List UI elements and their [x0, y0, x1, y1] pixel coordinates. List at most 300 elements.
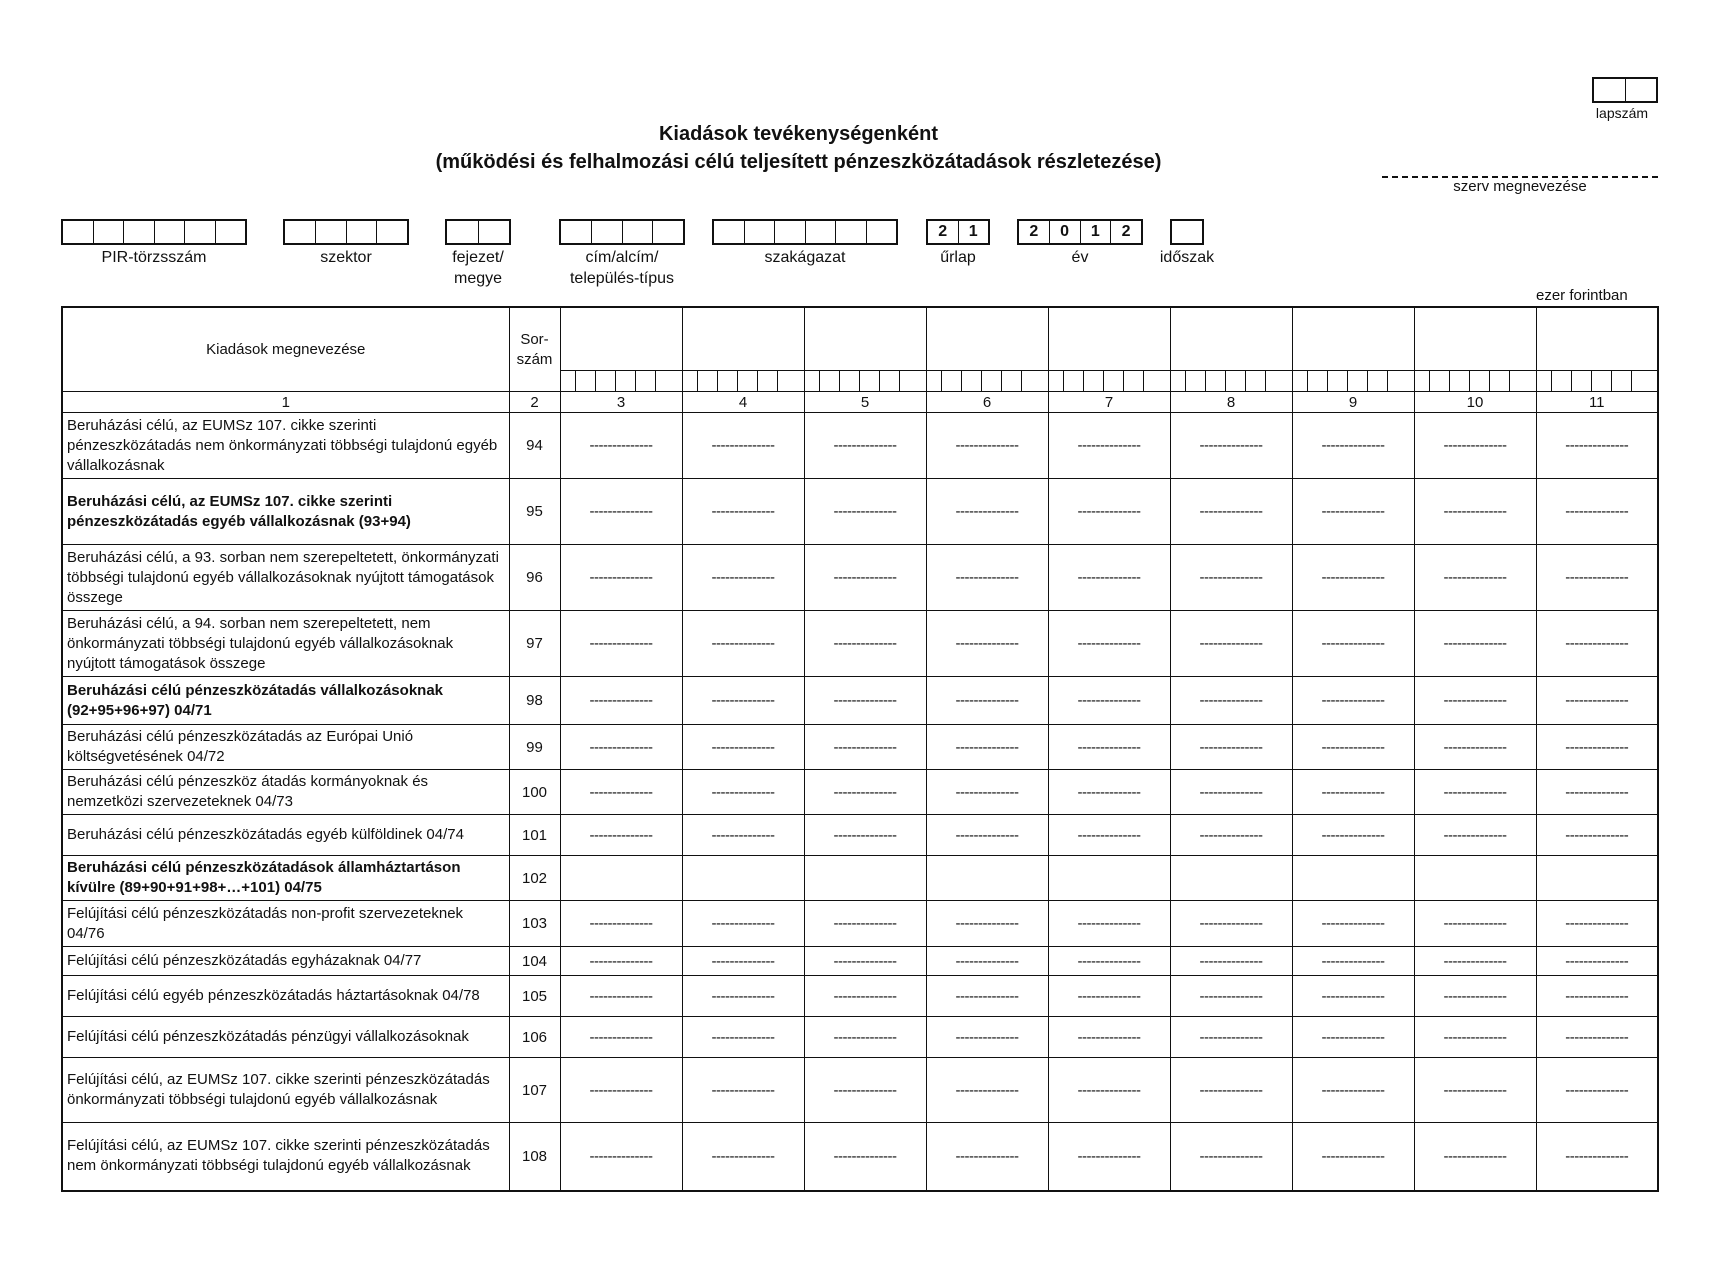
header-col-4[interactable]	[682, 307, 804, 371]
value-cell[interactable]: --------------	[1170, 1123, 1292, 1191]
value-cell[interactable]: --------------	[1292, 901, 1414, 947]
value-cell[interactable]: --------------	[926, 1058, 1048, 1123]
value-cell[interactable]: --------------	[682, 947, 804, 976]
value-cell[interactable]: --------------	[804, 976, 926, 1017]
value-cell[interactable]: --------------	[1048, 545, 1170, 611]
code-box-divider	[1103, 371, 1104, 391]
value-cell[interactable]: --------------	[1536, 1058, 1658, 1123]
value-cell[interactable]: --------------	[1170, 770, 1292, 815]
value-cell[interactable]: --------------	[1536, 725, 1658, 770]
value-cell[interactable]: --------------	[682, 1017, 804, 1058]
code-boxes[interactable]	[1536, 371, 1658, 392]
value-cell[interactable]: --------------	[1170, 976, 1292, 1017]
value-cell[interactable]	[804, 856, 926, 901]
value-cell[interactable]: --------------	[682, 725, 804, 770]
header-name: Kiadások megnevezése	[62, 307, 509, 392]
value-cell[interactable]: --------------	[1292, 947, 1414, 976]
table-row	[62, 856, 1658, 901]
value-cell[interactable]: --------------	[1292, 770, 1414, 815]
value-cell[interactable]: --------------	[926, 901, 1048, 947]
value-cell[interactable]: --------------	[804, 947, 926, 976]
header-sor-2: szám	[516, 350, 553, 368]
value-cell[interactable]: --------------	[1170, 725, 1292, 770]
value-cell[interactable]: --------------	[1170, 611, 1292, 677]
column-number: 10	[1414, 392, 1536, 413]
value-cell[interactable]: --------------	[1536, 677, 1658, 725]
row-name: Felújítási célú pénzeszközátadás egyházaknak 04/77	[62, 947, 509, 976]
value-cell[interactable]: --------------	[1414, 413, 1536, 479]
expense-table	[61, 306, 1659, 1192]
code-boxes[interactable]	[1170, 371, 1292, 392]
column-number: 4	[682, 392, 804, 413]
value-cell[interactable]: --------------	[1170, 901, 1292, 947]
table-row	[62, 815, 1658, 856]
row-name: Felújítási célú egyéb pénzeszközátadás háztartásoknak 04/78	[62, 976, 509, 1017]
column-number: 7	[1048, 392, 1170, 413]
code-box-divider	[1021, 371, 1022, 391]
value-cell[interactable]: --------------	[560, 770, 682, 815]
row-name: Beruházási célú, a 94. sorban nem szerepeltetett, nem önkormányzati többségi tulajdonú egyéb vállalkozásoknak nyújtott támogatások összege	[62, 611, 509, 677]
value-cell[interactable]: --------------	[1292, 545, 1414, 611]
value-cell[interactable]: --------------	[1536, 413, 1658, 479]
value-cell[interactable]: --------------	[1170, 479, 1292, 545]
value-cell[interactable]: --------------	[560, 1058, 682, 1123]
id-field-box[interactable]	[124, 221, 155, 243]
table-row	[62, 611, 1658, 677]
value-cell[interactable]: --------------	[1292, 677, 1414, 725]
code-box-divider	[1225, 371, 1226, 391]
value-cell[interactable]: --------------	[1536, 947, 1658, 976]
column-number: 8	[1170, 392, 1292, 413]
table-row	[62, 677, 1658, 725]
value-cell[interactable]	[1170, 856, 1292, 901]
value-cell[interactable]: --------------	[560, 976, 682, 1017]
code-box-divider	[1347, 371, 1348, 391]
id-field-label	[1130, 247, 1244, 268]
value-cell[interactable]: --------------	[926, 413, 1048, 479]
row-number: 95	[509, 479, 560, 545]
id-field-box[interactable]	[285, 221, 316, 243]
row-number: 107	[509, 1058, 560, 1123]
value-cell[interactable]: --------------	[560, 901, 682, 947]
value-cell[interactable]: --------------	[682, 1058, 804, 1123]
code-box-divider	[981, 371, 982, 391]
value-cell[interactable]: --------------	[1048, 947, 1170, 976]
value-cell[interactable]: --------------	[804, 815, 926, 856]
value-cell[interactable]: --------------	[560, 725, 682, 770]
value-cell[interactable]: --------------	[560, 677, 682, 725]
header-col-3[interactable]	[560, 307, 682, 371]
lapszam-box[interactable]	[1626, 79, 1657, 101]
row-number: 97	[509, 611, 560, 677]
id-field-boxes[interactable]	[445, 219, 511, 245]
value-cell[interactable]: --------------	[682, 611, 804, 677]
value-cell[interactable]: --------------	[1414, 901, 1536, 947]
row-name: Beruházási célú pénzeszközátadás egyéb külföldinek 04/74	[62, 815, 509, 856]
value-cell[interactable]	[1048, 856, 1170, 901]
id-field-boxes[interactable]	[61, 219, 247, 245]
value-cell[interactable]: --------------	[1292, 1123, 1414, 1191]
table-row	[62, 1017, 1658, 1058]
value-cell[interactable]: --------------	[1536, 545, 1658, 611]
code-box-divider	[717, 371, 718, 391]
header-col-5[interactable]	[804, 307, 926, 371]
id-field-box[interactable]	[185, 221, 216, 243]
row-number: 96	[509, 545, 560, 611]
value-cell[interactable]: --------------	[926, 815, 1048, 856]
value-cell[interactable]: --------------	[560, 413, 682, 479]
value-cell[interactable]: --------------	[804, 479, 926, 545]
row-number: 100	[509, 770, 560, 815]
value-cell[interactable]: --------------	[1048, 677, 1170, 725]
id-field-box[interactable]: 2	[1019, 221, 1050, 243]
table-row	[62, 725, 1658, 770]
column-number: 1	[62, 392, 509, 413]
id-field-box[interactable]	[836, 221, 867, 243]
value-cell[interactable]: --------------	[1414, 611, 1536, 677]
row-number: 101	[509, 815, 560, 856]
form-subtitle: (működési és felhalmozási célú teljesített pénzeszközátadások részletezése)	[435, 151, 1162, 173]
value-cell[interactable]: --------------	[682, 901, 804, 947]
lapszam-boxes[interactable]	[1592, 77, 1658, 103]
id-field-boxes[interactable]	[1017, 219, 1143, 245]
code-box-divider	[1245, 371, 1246, 391]
id-field-label-line1: űrlap	[940, 249, 976, 266]
column-number: 11	[1536, 392, 1658, 413]
value-cell[interactable]: --------------	[560, 1123, 682, 1191]
id-field-box[interactable]	[623, 221, 654, 243]
value-cell[interactable]: --------------	[1536, 479, 1658, 545]
code-box-divider	[1449, 371, 1450, 391]
value-cell[interactable]: --------------	[1292, 611, 1414, 677]
code-box-divider	[757, 371, 758, 391]
value-cell[interactable]: --------------	[1414, 677, 1536, 725]
value-cell[interactable]: --------------	[1414, 1058, 1536, 1123]
value-cell[interactable]: --------------	[1048, 479, 1170, 545]
id-field-box[interactable]	[806, 221, 837, 243]
header-sorszam	[509, 307, 560, 392]
code-box-divider	[941, 371, 942, 391]
code-boxes[interactable]	[1414, 371, 1536, 392]
code-box-divider	[1429, 371, 1430, 391]
lapszam-box[interactable]	[1594, 79, 1626, 101]
value-cell[interactable]: --------------	[1414, 1123, 1536, 1191]
id-field-label-line1: fejezet/	[452, 249, 504, 266]
value-cell[interactable]: --------------	[560, 611, 682, 677]
code-box-divider	[777, 371, 778, 391]
row-number: 94	[509, 413, 560, 479]
value-cell[interactable]: --------------	[1170, 815, 1292, 856]
value-cell[interactable]: --------------	[1536, 815, 1658, 856]
code-box-divider	[1265, 371, 1266, 391]
table-row	[62, 479, 1658, 545]
value-cell[interactable]: --------------	[1536, 976, 1658, 1017]
value-cell[interactable]: --------------	[1048, 413, 1170, 479]
table-row	[62, 901, 1658, 947]
code-box-divider	[1143, 371, 1144, 391]
id-field-boxes[interactable]	[712, 219, 898, 245]
value-cell[interactable]	[1292, 856, 1414, 901]
row-name: Felújítási célú, az EUMSz 107. cikke szerinti pénzeszközátadás önkormányzati többségi tulajdonú egyéb vállalkozásnak	[62, 1058, 509, 1123]
code-box-divider	[899, 371, 900, 391]
value-cell[interactable]	[926, 856, 1048, 901]
table-row	[62, 413, 1658, 479]
id-field-label-line1: cím/alcím/	[585, 249, 659, 266]
table-row	[62, 770, 1658, 815]
row-name: Beruházási célú pénzeszközátadások államháztartáson kívülre (89+90+91+98+…+101) 04/75	[62, 856, 509, 901]
table-row	[62, 1058, 1658, 1123]
value-cell[interactable]: --------------	[926, 1123, 1048, 1191]
value-cell[interactable]: --------------	[682, 976, 804, 1017]
value-cell[interactable]	[560, 856, 682, 901]
id-field-box[interactable]	[63, 221, 94, 243]
value-cell[interactable]: --------------	[560, 1017, 682, 1058]
code-box-divider	[635, 371, 636, 391]
table-row	[62, 545, 1658, 611]
id-field-box[interactable]	[775, 221, 806, 243]
id-field-boxes[interactable]	[926, 219, 990, 245]
row-name: Felújítási célú, az EUMSz 107. cikke szerinti pénzeszközátadás nem önkormányzati többségi tulajdonú egyéb vállalkozásnak	[62, 1123, 509, 1191]
value-cell[interactable]: --------------	[1048, 815, 1170, 856]
value-cell[interactable]: --------------	[682, 677, 804, 725]
value-cell[interactable]: --------------	[1048, 1017, 1170, 1058]
value-cell[interactable]: --------------	[1292, 479, 1414, 545]
code-box-divider	[961, 371, 962, 391]
value-cell[interactable]: --------------	[804, 413, 926, 479]
id-field-box[interactable]	[216, 221, 246, 243]
table-row	[62, 947, 1658, 976]
value-cell[interactable]: --------------	[1414, 976, 1536, 1017]
id-field-label-line2: megye	[453, 270, 503, 287]
column-number: 9	[1292, 392, 1414, 413]
header-sor-1: Sor-	[520, 330, 549, 348]
id-field-boxes[interactable]	[1170, 219, 1204, 245]
lapszam-label: lapszám	[1595, 105, 1649, 121]
value-cell[interactable]: --------------	[804, 611, 926, 677]
value-cell[interactable]: --------------	[926, 947, 1048, 976]
code-box-divider	[1387, 371, 1388, 391]
row-name: Beruházási célú pénzeszközátadás az Európai Unió költségvetésének 04/72	[62, 725, 509, 770]
id-field-boxes[interactable]	[283, 219, 409, 245]
value-cell[interactable]: --------------	[1170, 545, 1292, 611]
value-cell[interactable]: --------------	[926, 976, 1048, 1017]
row-name: Beruházási célú pénzeszköz átadás kormányoknak és nemzetközi szervezeteknek 04/73	[62, 770, 509, 815]
id-field-box[interactable]: 1	[1081, 221, 1112, 243]
value-cell[interactable]: --------------	[1414, 770, 1536, 815]
code-box-divider	[655, 371, 656, 391]
value-cell[interactable]: --------------	[560, 545, 682, 611]
id-field-box[interactable]: 0	[1050, 221, 1081, 243]
code-box-divider	[879, 371, 880, 391]
form-title: Kiadások tevékenységenként	[658, 123, 939, 145]
id-field-box[interactable]	[94, 221, 125, 243]
code-box-divider	[1001, 371, 1002, 391]
value-cell[interactable]: --------------	[1170, 1058, 1292, 1123]
column-number: 5	[804, 392, 926, 413]
table-row	[62, 1123, 1658, 1191]
code-boxes[interactable]	[1048, 371, 1170, 392]
value-cell[interactable]: --------------	[1414, 725, 1536, 770]
value-cell[interactable]: --------------	[1414, 947, 1536, 976]
value-cell[interactable]: --------------	[1536, 1017, 1658, 1058]
value-cell[interactable]: --------------	[926, 479, 1048, 545]
code-box-divider	[1205, 371, 1206, 391]
code-boxes[interactable]	[560, 371, 682, 392]
code-box-divider	[819, 371, 820, 391]
value-cell[interactable]: --------------	[804, 725, 926, 770]
value-cell[interactable]: --------------	[682, 479, 804, 545]
code-box-divider	[1307, 371, 1308, 391]
value-cell[interactable]: --------------	[1414, 479, 1536, 545]
id-field-box[interactable]	[347, 221, 378, 243]
value-cell[interactable]: --------------	[1292, 815, 1414, 856]
column-number: 2	[509, 392, 560, 413]
code-box-divider	[1083, 371, 1084, 391]
value-cell[interactable]	[1414, 856, 1536, 901]
code-box-divider	[697, 371, 698, 391]
header-col-11[interactable]	[1536, 307, 1658, 371]
id-field-label-line1: időszak	[1159, 249, 1215, 266]
code-box-divider	[1509, 371, 1510, 391]
value-cell[interactable]: --------------	[926, 725, 1048, 770]
code-box-divider	[839, 371, 840, 391]
value-cell[interactable]: --------------	[1536, 901, 1658, 947]
value-cell[interactable]: --------------	[1414, 1017, 1536, 1058]
value-cell[interactable]: --------------	[682, 770, 804, 815]
id-field-box[interactable]	[592, 221, 623, 243]
row-number: 102	[509, 856, 560, 901]
header-col-6[interactable]	[926, 307, 1048, 371]
value-cell[interactable]: --------------	[1170, 677, 1292, 725]
value-cell[interactable]: --------------	[1048, 1123, 1170, 1191]
code-box-divider	[737, 371, 738, 391]
value-cell[interactable]: --------------	[1048, 901, 1170, 947]
value-cell[interactable]: --------------	[804, 1017, 926, 1058]
value-cell[interactable]: --------------	[804, 901, 926, 947]
value-cell[interactable]: --------------	[926, 545, 1048, 611]
value-cell[interactable]: --------------	[804, 1058, 926, 1123]
id-field-box[interactable]: 2	[1121, 223, 1131, 240]
value-cell[interactable]: --------------	[1414, 815, 1536, 856]
id-field-box[interactable]	[867, 221, 897, 243]
value-cell[interactable]: --------------	[560, 815, 682, 856]
code-boxes[interactable]	[804, 371, 926, 392]
value-cell[interactable]: --------------	[1536, 1123, 1658, 1191]
id-field-box[interactable]	[561, 221, 592, 243]
value-cell[interactable]	[1536, 856, 1658, 901]
value-cell[interactable]: --------------	[926, 1017, 1048, 1058]
value-cell[interactable]: --------------	[560, 947, 682, 976]
value-cell[interactable]: --------------	[1292, 413, 1414, 479]
code-box-divider	[1469, 371, 1470, 391]
unit-label: ezer forintban	[1536, 287, 1628, 304]
value-cell[interactable]: --------------	[1292, 725, 1414, 770]
id-field-box[interactable]	[745, 221, 776, 243]
value-cell[interactable]: --------------	[804, 770, 926, 815]
id-field-boxes[interactable]	[559, 219, 685, 245]
id-field-box[interactable]	[155, 221, 186, 243]
id-field-box[interactable]: 1	[968, 223, 978, 240]
value-cell[interactable]: --------------	[1048, 725, 1170, 770]
header-col-7[interactable]	[1048, 307, 1170, 371]
row-name: Beruházási célú, az EUMSz 107. cikke szerinti pénzeszközátadás egyéb vállalkozásnak (93+94)	[62, 479, 509, 545]
code-box-divider	[575, 371, 576, 391]
column-number: 3	[560, 392, 682, 413]
value-cell[interactable]: --------------	[682, 1123, 804, 1191]
code-box-divider	[1591, 371, 1592, 391]
value-cell[interactable]: --------------	[804, 545, 926, 611]
value-cell[interactable]: --------------	[1170, 413, 1292, 479]
value-cell[interactable]: --------------	[1048, 611, 1170, 677]
code-boxes[interactable]	[682, 371, 804, 392]
value-cell[interactable]: --------------	[1292, 976, 1414, 1017]
column-number: 6	[926, 392, 1048, 413]
value-cell[interactable]: --------------	[1048, 976, 1170, 1017]
value-cell[interactable]: --------------	[682, 413, 804, 479]
id-field-box[interactable]	[479, 221, 510, 243]
header-col-9[interactable]	[1292, 307, 1414, 371]
id-field-box[interactable]	[447, 221, 479, 243]
value-cell[interactable]: --------------	[804, 677, 926, 725]
id-field-box[interactable]	[377, 221, 407, 243]
value-cell[interactable]: --------------	[1292, 1017, 1414, 1058]
code-boxes[interactable]	[926, 371, 1048, 392]
value-cell[interactable]: --------------	[926, 677, 1048, 725]
code-box-divider	[859, 371, 860, 391]
value-cell[interactable]: --------------	[1048, 770, 1170, 815]
id-field-box[interactable]	[714, 221, 745, 243]
code-box-divider	[1551, 371, 1552, 391]
value-cell[interactable]: --------------	[1292, 1058, 1414, 1123]
value-cell[interactable]: --------------	[560, 479, 682, 545]
row-name: Felújítási célú pénzeszközátadás pénzügyi vállalkozásoknak	[62, 1017, 509, 1058]
header-col-10[interactable]	[1414, 307, 1536, 371]
code-box-divider	[1611, 371, 1612, 391]
code-box-divider	[1489, 371, 1490, 391]
id-field-box[interactable]	[316, 221, 347, 243]
value-cell[interactable]: --------------	[1536, 611, 1658, 677]
row-number: 105	[509, 976, 560, 1017]
value-cell[interactable]: --------------	[926, 611, 1048, 677]
value-cell[interactable]: --------------	[1536, 770, 1658, 815]
value-cell[interactable]: --------------	[804, 1123, 926, 1191]
id-field-label-line1: szakágazat	[764, 249, 846, 266]
row-name: Beruházási célú, a 93. sorban nem szerepeltetett, önkormányzati többségi tulajdonú egyéb vállalkozásoknak nyújtott támogatások összege	[62, 545, 509, 611]
id-field-label-line1: szektor	[320, 249, 372, 266]
value-cell[interactable]	[682, 856, 804, 901]
value-cell[interactable]: --------------	[682, 815, 804, 856]
value-cell[interactable]: --------------	[1414, 545, 1536, 611]
value-cell[interactable]: --------------	[1048, 1058, 1170, 1123]
id-field-box[interactable]	[1172, 221, 1202, 243]
id-field-box[interactable]: 2	[928, 221, 959, 243]
header-col-8[interactable]	[1170, 307, 1292, 371]
id-field-label-line1: PIR-törzsszám	[101, 249, 207, 266]
code-box-divider	[1063, 371, 1064, 391]
value-cell[interactable]: --------------	[682, 545, 804, 611]
szerv-label: szerv megnevezése	[1453, 178, 1587, 195]
value-cell[interactable]: --------------	[1170, 1017, 1292, 1058]
id-field-label-line1: év	[1071, 249, 1089, 266]
code-boxes[interactable]	[1292, 371, 1414, 392]
value-cell[interactable]: --------------	[1170, 947, 1292, 976]
value-cell[interactable]: --------------	[926, 770, 1048, 815]
code-box-divider	[1571, 371, 1572, 391]
row-number: 103	[509, 901, 560, 947]
id-field-box[interactable]	[653, 221, 683, 243]
code-box-divider	[1327, 371, 1328, 391]
row-number: 99	[509, 725, 560, 770]
